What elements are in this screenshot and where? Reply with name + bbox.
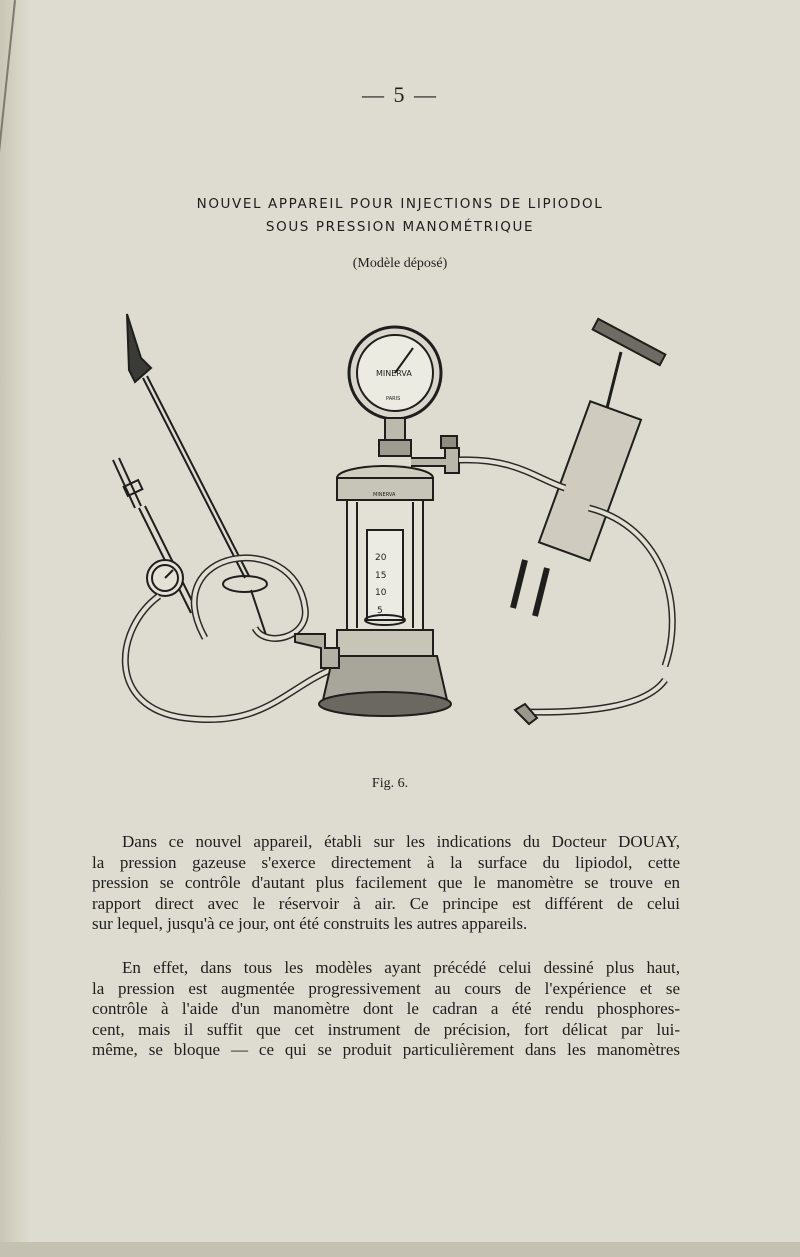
graduation-label: 5 bbox=[377, 606, 383, 616]
graduation-label: 10 bbox=[375, 588, 387, 598]
gauge-city-label: PARIS bbox=[386, 396, 401, 402]
paragraph-line: contrôle à l'aide d'un manomètre dont le cadran a été rendu phosphores- bbox=[92, 999, 680, 1019]
paragraph-line: sur lequel, jusqu'à ce jour, ont été construits les autres appareils. bbox=[92, 914, 528, 934]
page-bottom-edge bbox=[0, 1242, 800, 1257]
paragraph-line: Dans ce nouvel appareil, établi sur les indications du Docteur DOUAY, bbox=[122, 832, 680, 851]
graduation-label: 20 bbox=[375, 553, 387, 563]
cylinder-brand-label: MINERVA bbox=[373, 492, 396, 498]
paragraph-line: cent, mais il suffit que cet instrument de précision, fort délicat par lui- bbox=[92, 1019, 680, 1039]
page-fold-shadow bbox=[0, 0, 30, 1242]
document-subtitle: (Modèle déposé) bbox=[352, 256, 448, 271]
body-paragraph-1 bbox=[92, 832, 680, 935]
document-title-line-1: NOUVEL APPAREIL POUR INJECTIONS DE LIPIODOL bbox=[196, 196, 604, 212]
figure-caption: Fig. 6. bbox=[371, 776, 409, 791]
paragraph-line: pression se contrôle d'autant plus facilement que le manomètre se trouve en bbox=[92, 873, 680, 893]
gauge-brand-label: MINERVA bbox=[376, 369, 412, 378]
paragraph-line: rapport direct avec le réservoir à air. Ce principe est différent de celui bbox=[92, 893, 680, 913]
air-pump-icon bbox=[513, 319, 665, 616]
manometer-gauge-icon bbox=[349, 327, 441, 456]
graduation-label: 15 bbox=[375, 571, 387, 581]
small-gauge-icon bbox=[147, 560, 183, 596]
paragraph-line: la pression est augmentée progressivement au cours de l'expérience et se bbox=[92, 978, 680, 998]
paragraph-line: la pression gazeuse s'exerce directement à la surface du lipiodol, cette bbox=[92, 852, 680, 872]
lipiodol-apparatus-illustration bbox=[95, 308, 695, 758]
paragraph-line: En effet, dans tous les modèles ayant précédé celui dessiné plus haut, bbox=[122, 958, 680, 977]
body-paragraph-2 bbox=[92, 958, 680, 1061]
paragraph-line: même, se bloque — ce qui se produit particulièrement dans les manomètres bbox=[92, 1040, 680, 1060]
page-number: — 5 — bbox=[362, 82, 438, 107]
document-title-line-2: SOUS PRESSION MANOMÉTRIQUE bbox=[265, 219, 535, 235]
